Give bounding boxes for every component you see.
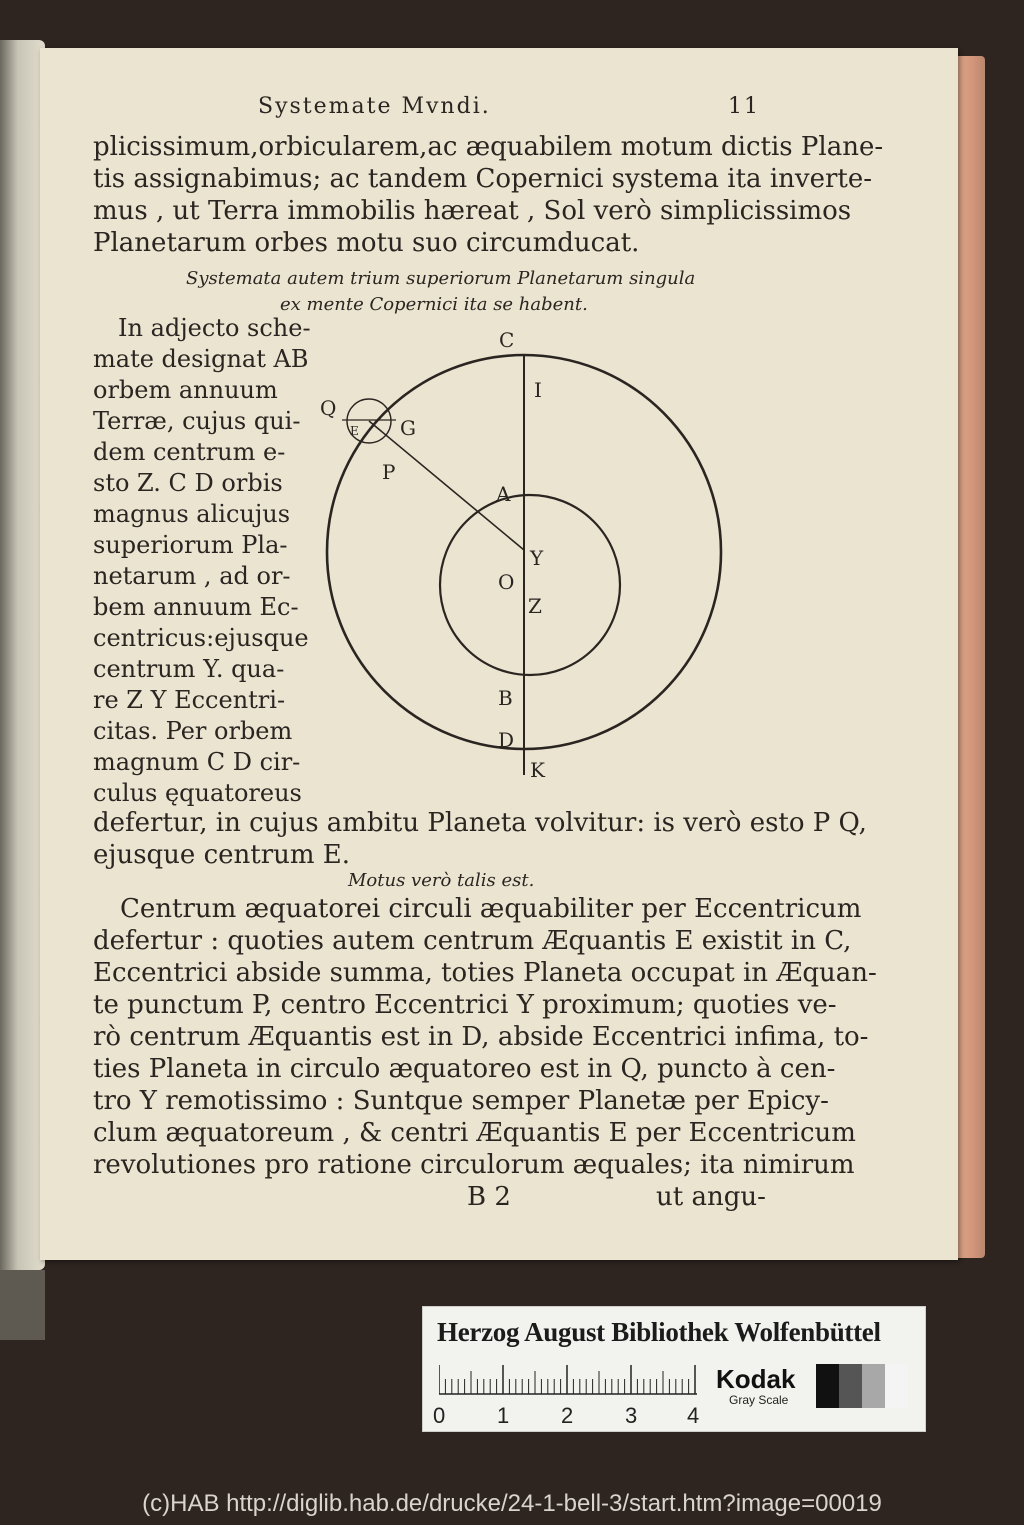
caption-line: Systemata autem trium superiorum Planetarum singula — [186, 268, 696, 289]
side-text-line: netarum , ad or- — [93, 562, 291, 590]
side-text-line: mate designat AB — [93, 345, 309, 373]
kodak-logo: Kodak — [716, 1364, 796, 1394]
side-text-line: centricus:ejusque — [93, 624, 309, 652]
folio-number: 11 — [728, 94, 760, 119]
label-a: A — [496, 482, 511, 506]
label-i: I — [534, 378, 542, 402]
gray-scale-label: Gray Scale — [729, 1393, 789, 1407]
text-line: tro Y remotissimo : Suntque semper Planetæ per Epicy- — [93, 1086, 829, 1116]
library-name: Herzog August Bibliothek Wolfenbüttel — [437, 1317, 881, 1347]
text-line: ejusque centrum E. — [93, 840, 351, 870]
text-line: rò centrum Æquantis est in D, abside Eccentrici infima, to- — [93, 1022, 869, 1052]
text-line: Eccentrici abside summa, toties Planeta occupat in Æquan- — [93, 958, 877, 988]
ruler-scale — [439, 1365, 697, 1395]
side-text-line: In adjecto sche- — [118, 314, 311, 342]
text-line: plicissimum,orbicularem,ac æquabilem motum dictis Plane- — [93, 132, 884, 162]
orbit-diagram — [312, 320, 742, 800]
caption-line: ex mente Copernici ita se habent. — [280, 294, 588, 315]
text-line: defertur, in cujus ambitu Planeta volvitur: is verò esto P Q, — [93, 808, 867, 838]
side-text-line: culus ęquatoreus — [93, 779, 302, 807]
swatch-dark-gray — [839, 1364, 862, 1408]
text-line: clum æquatoreum , & centri Æquantis E per Eccentricum — [93, 1118, 856, 1148]
text-line: mus , ut Terra immobilis hæreat , Sol verò simplicissimos — [93, 196, 852, 226]
text-line: ties Planeta in circulo æquatoreo est in Q, puncto à cen- — [93, 1054, 836, 1084]
swatch-light-gray — [862, 1364, 885, 1408]
side-text-line: dem centrum e- — [93, 438, 286, 466]
text-line: Centrum æquatorei circuli æquabiliter per Eccentricum — [120, 894, 862, 924]
text-line: defertur : quoties autem centrum Æquantis E existit in C, — [93, 926, 852, 956]
text-line: tis assignabimus; ac tandem Copernici systema ita inverte- — [93, 164, 873, 194]
section-caption: Motus verò talis est. — [348, 870, 535, 891]
label-g: G — [400, 416, 416, 440]
label-k: K — [530, 758, 545, 782]
scale-number: 4 — [687, 1403, 700, 1428]
signature-mark: B 2 — [467, 1182, 511, 1212]
side-text-line: re Z Y Eccentri- — [93, 686, 286, 714]
label-d: D — [498, 728, 515, 752]
side-text-line: Terræ, cujus qui- — [93, 407, 301, 435]
label-p: P — [382, 460, 396, 484]
left-page-edge — [0, 40, 45, 1270]
running-head-title: Systemate Mvndi. — [258, 94, 491, 119]
label-y: Y — [530, 546, 544, 570]
page-fore-edge — [955, 56, 985, 1258]
side-text-line: bem annuum Ec- — [93, 593, 299, 621]
label-z: Z — [528, 594, 542, 618]
label-b: B — [498, 686, 513, 710]
scale-number: 1 — [497, 1403, 510, 1428]
swatch-white — [885, 1364, 908, 1408]
footer-copyright-url: (c)HAB http://diglib.hab.de/drucke/24-1-bell-3/start.htm?image=00019 — [142, 1490, 882, 1517]
side-text-line: centrum Y. qua- — [93, 655, 285, 683]
orbit-diagram-svg — [312, 320, 742, 800]
catchword: ut angu- — [656, 1182, 766, 1212]
side-text-line: citas. Per orbem — [93, 717, 293, 745]
scale-number: 2 — [561, 1403, 574, 1428]
scale-number: 0 — [433, 1403, 446, 1428]
book-edge — [0, 1270, 45, 1340]
gray-scale-swatches — [816, 1364, 908, 1408]
label-e: E — [350, 424, 359, 438]
label-q: Q — [320, 396, 337, 420]
label-c: C — [499, 328, 515, 352]
library-color-card — [422, 1306, 926, 1432]
side-text-line: magnum C D cir- — [93, 748, 301, 776]
scale-number: 3 — [625, 1403, 638, 1428]
side-text-line: orbem annuum — [93, 376, 278, 404]
side-text-line: sto Z. C D orbis — [93, 469, 283, 497]
swatch-black — [816, 1364, 839, 1408]
text-line: Planetarum orbes motu suo circumducat. — [93, 228, 640, 258]
side-text-line: superiorum Pla- — [93, 531, 288, 559]
label-o: O — [498, 570, 515, 594]
text-line: revolutiones pro ratione circulorum æquales; ita nimirum — [93, 1150, 855, 1180]
side-text-line: magnus alicujus — [93, 500, 291, 528]
text-line: te punctum P, centro Eccentrici Y proximum; quoties ve- — [93, 990, 837, 1020]
